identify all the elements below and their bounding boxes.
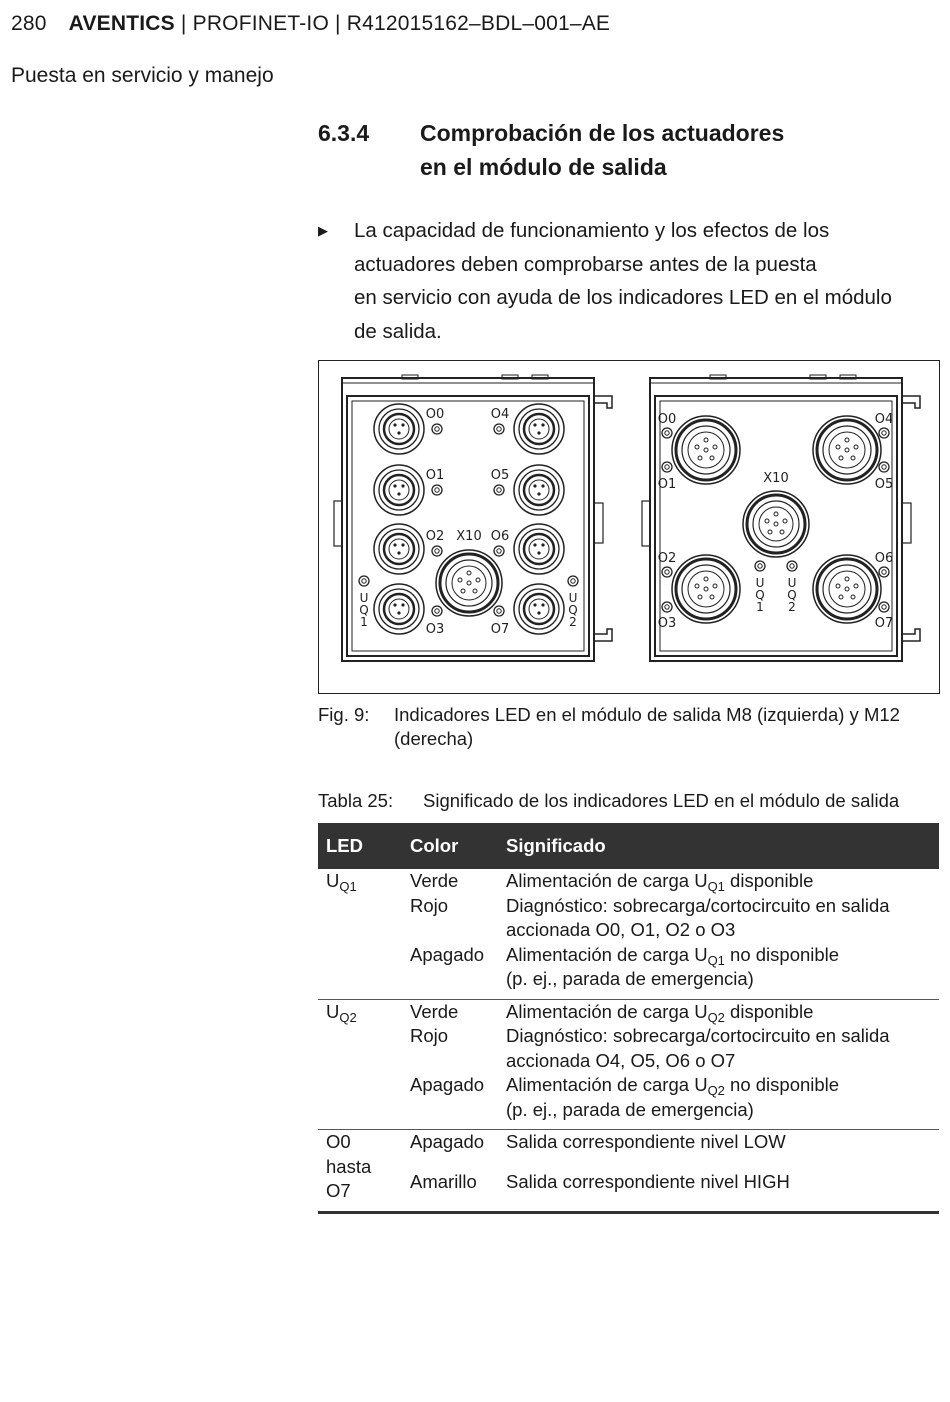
led-indicator bbox=[568, 576, 578, 586]
meaning-line bbox=[506, 943, 935, 968]
led-indicator bbox=[494, 485, 504, 495]
m8-connector bbox=[529, 480, 549, 500]
caption-line: (derecha) bbox=[394, 728, 474, 749]
uq-label: Q bbox=[755, 588, 765, 602]
connector-pin bbox=[401, 543, 404, 546]
table-row bbox=[318, 943, 939, 1000]
connector-pin bbox=[476, 578, 480, 582]
connector-pin bbox=[393, 423, 396, 426]
bullet-text bbox=[354, 214, 944, 348]
led-subscript: Q2 bbox=[339, 1009, 357, 1025]
section-label: Puesta en servicio y manejo bbox=[11, 64, 274, 87]
uq-label: U bbox=[359, 591, 369, 605]
led-indicator bbox=[662, 602, 672, 612]
connector-pin bbox=[393, 603, 396, 606]
output-label: O2 bbox=[657, 551, 677, 566]
led-indicator bbox=[432, 485, 442, 495]
uq-label: U bbox=[787, 576, 797, 590]
led-cell-uq1 bbox=[318, 869, 402, 999]
meaning-text: no disponible bbox=[724, 1074, 840, 1095]
m12-connector bbox=[817, 559, 877, 619]
bullet-arrow-icon: ▶ bbox=[318, 223, 328, 238]
color-cell: Rojo bbox=[410, 894, 449, 916]
brand-name: AVENTICS bbox=[68, 12, 175, 35]
m12-connector bbox=[688, 432, 724, 468]
connector-pin bbox=[851, 456, 855, 460]
table-caption-text: Significado de los indicadores LED en el módulo de salida bbox=[423, 790, 900, 811]
meaning-line: Diagnóstico: sobrecarga/cortocircuito en salida bbox=[506, 894, 890, 916]
uq-label: Q bbox=[568, 603, 578, 617]
module-drawing bbox=[319, 361, 939, 693]
module-clip bbox=[902, 396, 920, 408]
m12-connector bbox=[823, 426, 871, 474]
table-row bbox=[318, 1170, 939, 1212]
connector-pin bbox=[839, 456, 843, 460]
led-indicator bbox=[362, 579, 366, 583]
led-indicator bbox=[497, 549, 501, 553]
led-indicator bbox=[662, 567, 672, 577]
connector-pin bbox=[695, 445, 699, 449]
table-header-row bbox=[318, 823, 939, 869]
led-indicator bbox=[758, 564, 762, 568]
uq-label: 2 bbox=[569, 615, 577, 629]
meaning-line: (p. ej., parada de emergencia) bbox=[506, 968, 754, 989]
connector-pin bbox=[537, 492, 540, 495]
module-figure bbox=[318, 360, 940, 694]
output-label: O7 bbox=[874, 616, 894, 631]
meaning-cell bbox=[498, 894, 939, 943]
m12-connector bbox=[440, 554, 498, 612]
color-cell: Amarillo bbox=[402, 1170, 498, 1212]
meaning-cell bbox=[498, 1073, 939, 1130]
connector-pin bbox=[765, 519, 769, 523]
m12-connector bbox=[829, 432, 865, 468]
led-indicator bbox=[494, 424, 504, 434]
meaning-cell bbox=[498, 869, 939, 894]
color-cell: Rojo bbox=[410, 1025, 449, 1046]
led-indicator bbox=[497, 609, 501, 613]
led-indicator bbox=[882, 570, 886, 574]
m8-connector bbox=[389, 539, 409, 559]
connector-pin bbox=[704, 577, 708, 581]
m12-connector bbox=[829, 571, 865, 607]
connector-pin bbox=[695, 584, 699, 588]
meaning-cell bbox=[498, 943, 939, 1000]
output-label: O1 bbox=[425, 468, 445, 483]
connector-pin bbox=[854, 445, 858, 449]
led-indicator bbox=[882, 465, 886, 469]
led-indicator bbox=[790, 564, 794, 568]
led-indicator bbox=[755, 561, 765, 571]
connector-pin bbox=[713, 445, 717, 449]
module-clip bbox=[594, 396, 612, 408]
output-label: O5 bbox=[490, 468, 510, 483]
connector-pin bbox=[401, 423, 404, 426]
connector-pin bbox=[845, 587, 849, 591]
header-separator: | bbox=[174, 12, 193, 35]
led-name: U bbox=[326, 870, 340, 891]
heading-number: 6.3.4 bbox=[318, 120, 370, 146]
bullet-line: en servicio con ayuda de los indicadores LED en el módulo bbox=[354, 286, 892, 309]
connector-pin bbox=[461, 589, 465, 593]
led-indicator bbox=[435, 549, 439, 553]
m8-connector bbox=[514, 465, 564, 515]
m12-connector bbox=[446, 560, 492, 606]
meaning-text: disponible bbox=[724, 1000, 814, 1022]
output-label: O7 bbox=[490, 622, 510, 637]
connector-pin bbox=[397, 492, 400, 495]
led-indicator bbox=[435, 488, 439, 492]
m12-connector bbox=[817, 420, 877, 480]
module-latch bbox=[902, 503, 911, 543]
connector-pin bbox=[537, 551, 540, 554]
meaning-subscript: Q2 bbox=[707, 1083, 725, 1098]
led-indicator bbox=[665, 465, 669, 469]
output-label: O2 bbox=[425, 529, 445, 544]
m8-connector bbox=[374, 584, 424, 634]
led-indicator bbox=[435, 609, 439, 613]
m12-connector bbox=[753, 501, 799, 547]
led-indicator bbox=[787, 561, 797, 571]
led-indicator bbox=[882, 431, 886, 435]
meaning-line bbox=[506, 1073, 935, 1098]
led-indicator bbox=[879, 428, 889, 438]
connector-pin bbox=[710, 595, 714, 599]
header-separator: | bbox=[328, 12, 347, 35]
led-indicator bbox=[494, 606, 504, 616]
m8-connector bbox=[514, 584, 564, 634]
meaning-cell bbox=[498, 999, 939, 1024]
output-label: O3 bbox=[425, 622, 445, 637]
uq-label: 1 bbox=[360, 615, 368, 629]
meaning-cell bbox=[498, 1024, 939, 1073]
meaning-line: accionada O0, O1, O2 o O3 bbox=[506, 919, 736, 940]
m8-connector bbox=[389, 599, 409, 619]
column-header-color: Color bbox=[402, 823, 498, 869]
connector-pin bbox=[774, 522, 778, 526]
connector-pin bbox=[768, 530, 772, 534]
led-name: U bbox=[326, 1000, 340, 1022]
led-indicator bbox=[662, 462, 672, 472]
color-cell: Apagado bbox=[410, 943, 485, 965]
column-header-led: LED bbox=[318, 823, 402, 869]
color-cell: Apagado bbox=[410, 1074, 485, 1095]
connector-pin bbox=[704, 438, 708, 442]
m12-connector bbox=[676, 559, 736, 619]
m8-connector bbox=[374, 524, 424, 574]
connector-label: X10 bbox=[763, 471, 789, 486]
output-label: O6 bbox=[490, 529, 510, 544]
m8-connector bbox=[374, 404, 424, 454]
led-indicator bbox=[879, 602, 889, 612]
figure-caption-text bbox=[394, 703, 940, 751]
connector-pin bbox=[397, 611, 400, 614]
connector-pin bbox=[698, 456, 702, 460]
m12-connector bbox=[747, 495, 805, 553]
m8-connector bbox=[514, 524, 564, 574]
led-cell-outputs bbox=[318, 1130, 402, 1213]
connector-pin bbox=[537, 431, 540, 434]
output-label: O3 bbox=[657, 616, 677, 631]
meaning-text: Alimentación de carga U bbox=[506, 1074, 708, 1095]
output-label: O4 bbox=[490, 407, 510, 422]
meaning-cell: Salida correspondiente nivel LOW bbox=[498, 1130, 939, 1170]
output-label: O1 bbox=[657, 477, 677, 492]
output-label: O5 bbox=[874, 477, 894, 492]
m8-connector bbox=[389, 480, 409, 500]
connector-pin bbox=[397, 431, 400, 434]
connector-pin bbox=[780, 530, 784, 534]
color-cell: Apagado bbox=[402, 1130, 498, 1170]
table-row bbox=[318, 1024, 939, 1073]
output-label: O6 bbox=[874, 551, 894, 566]
figure-caption-label: Fig. 9: bbox=[318, 704, 370, 725]
connector-pin bbox=[845, 438, 849, 442]
led-indicator bbox=[662, 428, 672, 438]
module-clip bbox=[594, 629, 612, 641]
connector-pin bbox=[845, 448, 849, 452]
led-table bbox=[318, 823, 939, 1214]
page-number: 280 bbox=[11, 12, 47, 35]
uq-label: 1 bbox=[756, 600, 764, 614]
module-clip bbox=[902, 629, 920, 641]
uq-label: U bbox=[755, 576, 765, 590]
connector-pin bbox=[467, 581, 471, 585]
connector-pin bbox=[836, 445, 840, 449]
led-indicator bbox=[432, 546, 442, 556]
column-header-meaning: Significado bbox=[498, 823, 939, 869]
connector-pin bbox=[473, 589, 477, 593]
connector-pin bbox=[533, 423, 536, 426]
meaning-text: Alimentación de carga U bbox=[506, 943, 708, 965]
meaning-subscript: Q1 bbox=[707, 952, 725, 968]
led-indicator bbox=[432, 424, 442, 434]
meaning-text: no disponible bbox=[724, 943, 840, 965]
meaning-subscript: Q2 bbox=[707, 1009, 725, 1025]
connector-pin bbox=[845, 577, 849, 581]
m8-connector bbox=[514, 404, 564, 454]
m8-connector bbox=[389, 419, 409, 439]
connector-pin bbox=[458, 578, 462, 582]
bullet-line: La capacidad de funcionamiento y los efectos de los bbox=[354, 219, 830, 242]
bullet-line: actuadores deben comprobarse antes de la puesta bbox=[354, 252, 817, 276]
m8-connector bbox=[529, 539, 549, 559]
led-indicator bbox=[435, 427, 439, 431]
connector-pin bbox=[710, 456, 714, 460]
connector-pin bbox=[783, 519, 787, 523]
connector-pin bbox=[467, 571, 471, 575]
output-label: O0 bbox=[657, 412, 677, 427]
product-name: PROFINET-IO bbox=[192, 12, 329, 35]
m12-connector bbox=[682, 426, 730, 474]
connector-pin bbox=[533, 603, 536, 606]
connector-pin bbox=[401, 603, 404, 606]
meaning-text: disponible bbox=[724, 870, 814, 891]
led-indicator bbox=[879, 462, 889, 472]
table-row bbox=[318, 1073, 939, 1130]
connector-pin bbox=[541, 484, 544, 487]
meaning-cell: Salida correspondiente nivel HIGH bbox=[498, 1170, 939, 1212]
connector-pin bbox=[541, 543, 544, 546]
module-latch bbox=[642, 501, 650, 546]
led-indicator bbox=[665, 570, 669, 574]
meaning-text: Alimentación de carga U bbox=[506, 870, 708, 891]
meaning-line: Diagnóstico: sobrecarga/cortocircuito en salida bbox=[506, 1025, 890, 1046]
m8-connector bbox=[374, 465, 424, 515]
table-row bbox=[318, 999, 939, 1024]
module-latch bbox=[334, 501, 342, 546]
connector-pin bbox=[533, 543, 536, 546]
connector-pin bbox=[393, 543, 396, 546]
uq-label: Q bbox=[787, 588, 797, 602]
led-subscript: Q1 bbox=[339, 879, 357, 894]
bullet-line: de salida. bbox=[354, 319, 442, 343]
led-indicator bbox=[432, 606, 442, 616]
uq-label: Q bbox=[359, 603, 369, 617]
led-indicator bbox=[497, 488, 501, 492]
document-code: R412015162–BDL–001–AE bbox=[346, 12, 611, 35]
led-name: hasta bbox=[326, 1155, 372, 1177]
led-indicator bbox=[665, 605, 669, 609]
module-latch bbox=[594, 503, 603, 543]
table-row bbox=[318, 1130, 939, 1170]
meaning-line: (p. ej., parada de emergencia) bbox=[506, 1098, 754, 1120]
m12-connector bbox=[688, 571, 724, 607]
led-indicator bbox=[882, 605, 886, 609]
led-indicator bbox=[359, 576, 369, 586]
output-label: O4 bbox=[874, 412, 894, 427]
heading-title bbox=[420, 116, 860, 184]
connector-label: X10 bbox=[456, 529, 482, 544]
led-indicator bbox=[879, 567, 889, 577]
connector-pin bbox=[774, 512, 778, 516]
led-indicator bbox=[494, 546, 504, 556]
table-caption-label: Tabla 25: bbox=[318, 790, 394, 811]
heading-title-line: en el módulo de salida bbox=[420, 154, 667, 180]
led-indicator bbox=[665, 431, 669, 435]
connector-pin bbox=[698, 595, 702, 599]
m12-connector bbox=[676, 420, 736, 480]
uq-label: U bbox=[568, 591, 578, 605]
connector-pin bbox=[851, 595, 855, 599]
led-indicator bbox=[571, 579, 575, 583]
meaning-subscript: Q1 bbox=[707, 879, 725, 894]
caption-line: Indicadores LED en el módulo de salida M8 (izquierda) y M12 bbox=[394, 704, 900, 725]
m12-connector bbox=[682, 565, 730, 613]
connector-pin bbox=[854, 584, 858, 588]
led-name: O0 bbox=[326, 1131, 351, 1152]
meaning-text: Alimentación de carga U bbox=[506, 1000, 708, 1022]
connector-pin bbox=[836, 584, 840, 588]
connector-pin bbox=[397, 551, 400, 554]
color-cell: Verde bbox=[410, 870, 459, 891]
led-name: O7 bbox=[326, 1180, 351, 1201]
m12-connector bbox=[823, 565, 871, 613]
connector-pin bbox=[537, 611, 540, 614]
connector-pin bbox=[541, 603, 544, 606]
meaning-line: accionada O4, O5, O6 o O7 bbox=[506, 1049, 736, 1071]
heading-title-line: Comprobación de los actuadores bbox=[420, 120, 785, 146]
color-cell: Verde bbox=[402, 999, 498, 1024]
led-indicator bbox=[497, 427, 501, 431]
table-row bbox=[318, 894, 939, 943]
m8-connector bbox=[529, 419, 549, 439]
connector-pin bbox=[533, 484, 536, 487]
connector-pin bbox=[713, 584, 717, 588]
connector-pin bbox=[393, 484, 396, 487]
output-label: O0 bbox=[425, 407, 445, 422]
connector-pin bbox=[704, 587, 708, 591]
connector-pin bbox=[541, 423, 544, 426]
uq-label: 2 bbox=[788, 600, 796, 614]
connector-pin bbox=[839, 595, 843, 599]
connector-pin bbox=[704, 448, 708, 452]
m8-connector bbox=[529, 599, 549, 619]
page-header bbox=[11, 12, 610, 36]
connector-pin bbox=[401, 484, 404, 487]
led-cell-uq2 bbox=[318, 999, 402, 1130]
table-row bbox=[318, 869, 939, 894]
